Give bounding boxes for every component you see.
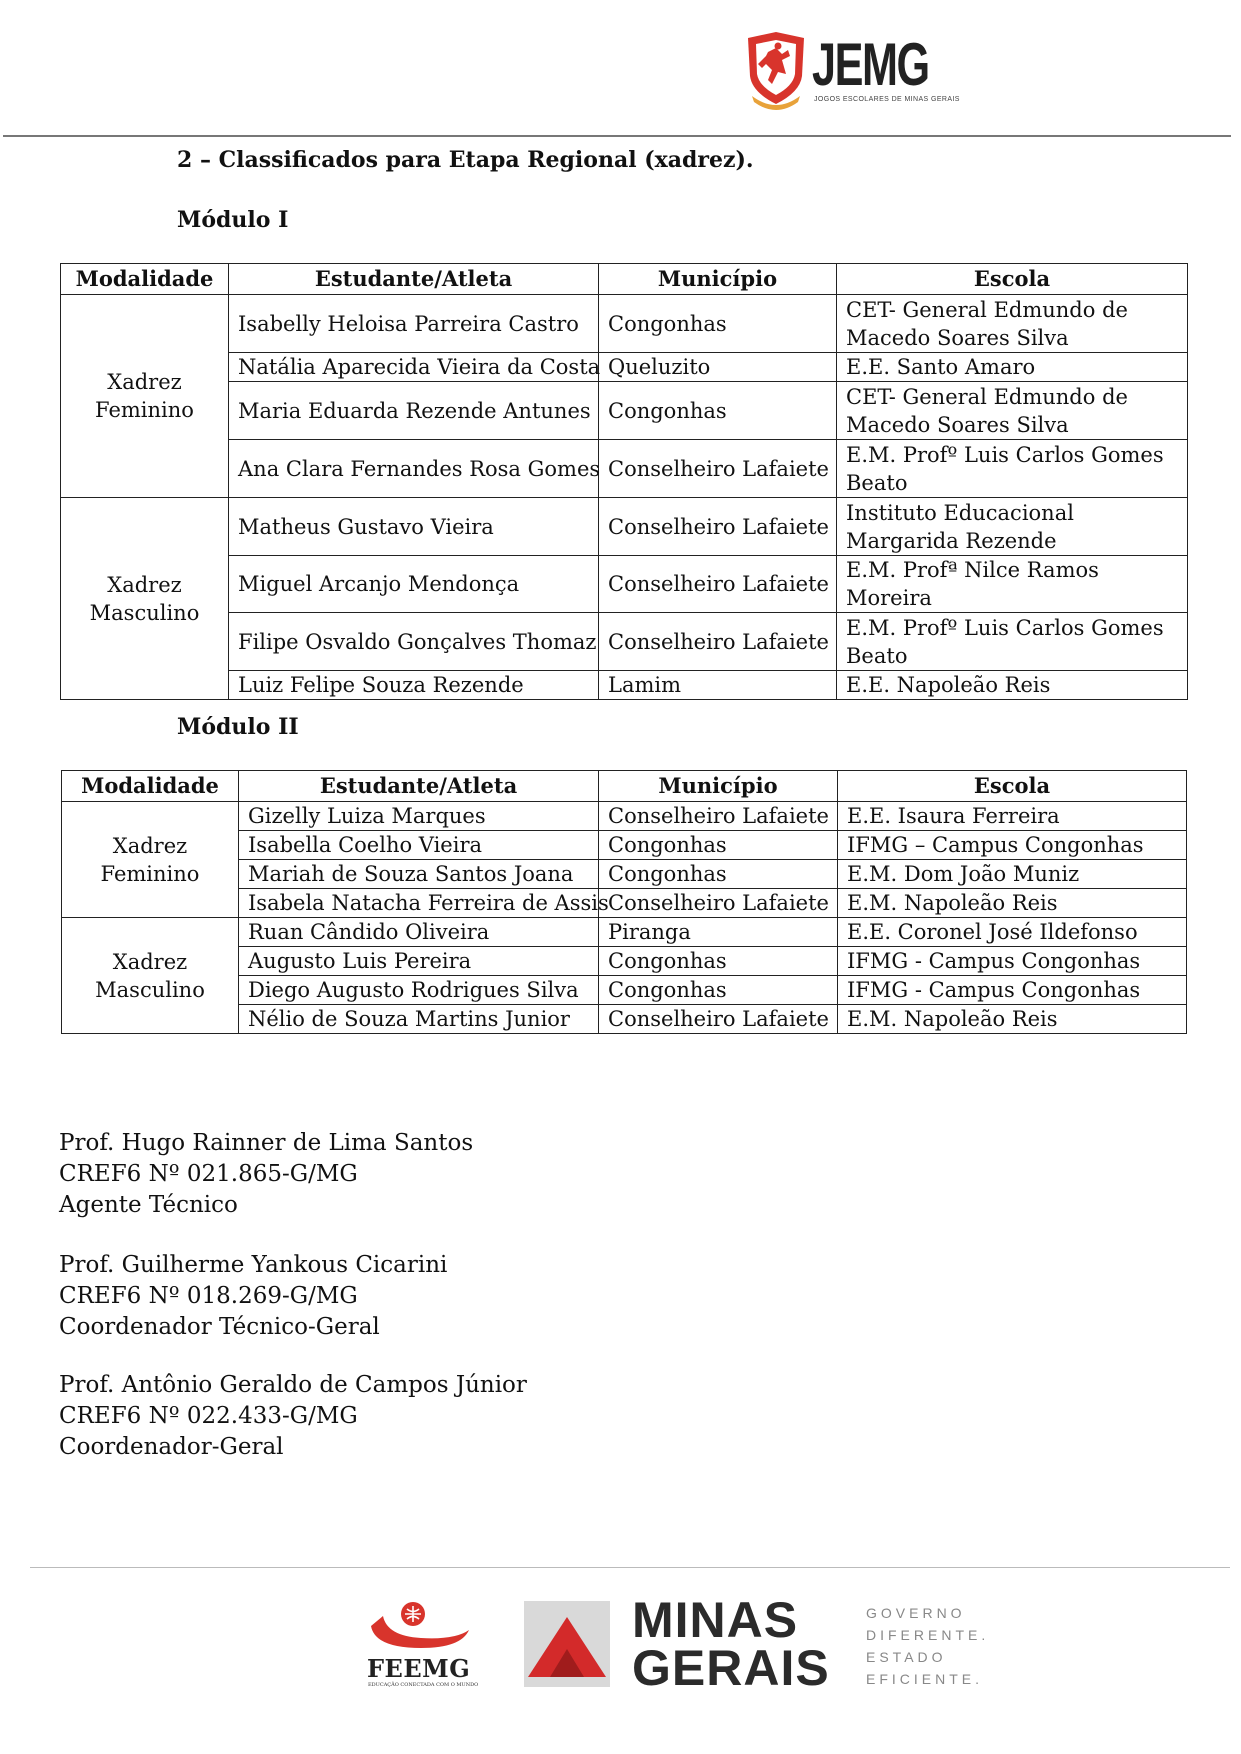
estudante-cell: Nélio de Souza Martins Junior: [239, 1005, 599, 1034]
escola-cell: IFMG - Campus Congonhas: [838, 976, 1187, 1005]
estudante-cell: Gizelly Luiza Marques: [239, 802, 599, 831]
column-header-modalidade: Modalidade: [62, 771, 239, 802]
signature-block: [59, 1128, 473, 1221]
municipio-cell: Conselheiro Lafaiete: [599, 440, 837, 498]
signature-name: Prof. Antônio Geraldo de Campos Júnior: [59, 1372, 527, 1398]
estudante-cell: Matheus Gustavo Vieira: [229, 498, 599, 556]
escola-cell: E.E. Napoleão Reis: [837, 671, 1188, 700]
feemg-tagline: EDUCAÇÃO CONECTADA COM O MUNDO: [368, 1682, 479, 1688]
mountain-icon: [524, 1601, 610, 1687]
signature-role: Coordenador Técnico-Geral: [59, 1314, 380, 1340]
header-rule: [3, 135, 1231, 137]
table-header-row: [61, 264, 1188, 295]
escola-cell: Instituto Educacional Margarida Rezende: [837, 498, 1188, 556]
estudante-cell: Isabela Natacha Ferreira de Assis: [239, 889, 599, 918]
column-header-escola: Escola: [837, 264, 1188, 295]
municipio-cell: Conselheiro Lafaiete: [599, 889, 838, 918]
table-row: [62, 802, 1187, 831]
estudante-cell: Augusto Luis Pereira: [239, 947, 599, 976]
modalidade-cell: Xadrez Masculino: [62, 918, 239, 1034]
table-row: [61, 613, 1188, 671]
table-row: [61, 353, 1188, 382]
slogan-line: GOVERNO: [866, 1605, 966, 1621]
estudante-cell: Maria Eduarda Rezende Antunes: [229, 382, 599, 440]
escola-cell: CET- General Edmundo de Macedo Soares Silva: [837, 382, 1188, 440]
footer-rule: [30, 1567, 1230, 1568]
jemg-emblem-icon: [742, 30, 810, 112]
jemg-logo-subtitle: JOGOS ESCOLARES DE MINAS GERAIS: [814, 96, 960, 103]
table-row: [62, 918, 1187, 947]
feemg-logo-text: FEEMG: [367, 1654, 471, 1683]
estudante-cell: Miguel Arcanjo Mendonça: [229, 556, 599, 613]
modalidade-cell: Xadrez Masculino: [61, 498, 229, 700]
signature-cref: CREF6 Nº 021.865-G/MG: [59, 1161, 358, 1187]
signature-block: [59, 1370, 527, 1463]
slogan-line: DIFERENTE.: [866, 1627, 990, 1643]
escola-cell: E.E. Santo Amaro: [837, 353, 1188, 382]
municipio-cell: Conselheiro Lafaiete: [599, 613, 837, 671]
minas-gerais-emblem: [524, 1601, 610, 1687]
estudante-cell: Isabella Coelho Vieira: [239, 831, 599, 860]
estudante-cell: Isabelly Heloisa Parreira Castro: [229, 295, 599, 353]
modulo1-title: Módulo I: [177, 207, 289, 233]
escola-cell: E.M. Profº Luis Carlos Gomes Beato: [837, 613, 1188, 671]
municipio-cell: Queluzito: [599, 353, 837, 382]
escola-cell: E.E. Coronel José Ildefonso: [838, 918, 1187, 947]
municipio-cell: Lamim: [599, 671, 837, 700]
estudante-cell: Natália Aparecida Vieira da Costa: [229, 353, 599, 382]
signature-role: Coordenador-Geral: [59, 1434, 284, 1460]
column-header-modalidade: Modalidade: [61, 264, 229, 295]
municipio-cell: Conselheiro Lafaiete: [599, 802, 838, 831]
modalidade-cell: Xadrez Feminino: [62, 802, 239, 918]
escola-cell: CET- General Edmundo de Macedo Soares Silva: [837, 295, 1188, 353]
municipio-cell: Congonhas: [599, 860, 838, 889]
modulo2-table: [61, 770, 1187, 1034]
feemg-logo: [365, 1598, 477, 1688]
municipio-cell: Congonhas: [599, 382, 837, 440]
signature-role: Agente Técnico: [59, 1192, 238, 1218]
slogan-line: ESTADO: [866, 1649, 947, 1665]
estudante-cell: Filipe Osvaldo Gonçalves Thomaz: [229, 613, 599, 671]
municipio-cell: Congonhas: [599, 976, 838, 1005]
column-header-municipio: Município: [599, 264, 837, 295]
table-row: [61, 295, 1188, 353]
section-title: 2 – Classificados para Etapa Regional (xadrez).: [177, 147, 754, 173]
municipio-cell: Conselheiro Lafaiete: [599, 498, 837, 556]
municipio-cell: Piranga: [599, 918, 838, 947]
estudante-cell: Ruan Cândido Oliveira: [239, 918, 599, 947]
minas-text: MINAS: [632, 1592, 799, 1648]
column-header-escola: Escola: [838, 771, 1187, 802]
modulo2-title: Módulo II: [177, 714, 299, 740]
municipio-cell: Congonhas: [599, 947, 838, 976]
escola-cell: E.M. Napoleão Reis: [838, 1005, 1187, 1034]
estudante-cell: Diego Augusto Rodrigues Silva: [239, 976, 599, 1005]
signature-block: [59, 1250, 447, 1343]
estudante-cell: Ana Clara Fernandes Rosa Gomes: [229, 440, 599, 498]
municipio-cell: Conselheiro Lafaiete: [599, 1005, 838, 1034]
municipio-cell: Congonhas: [599, 831, 838, 860]
table-row: [61, 440, 1188, 498]
gerais-text: GERAIS: [632, 1640, 830, 1696]
table-row: [61, 498, 1188, 556]
feemg-emblem-icon: [365, 1598, 477, 1654]
column-header-estudante: Estudante/Atleta: [229, 264, 599, 295]
escola-cell: E.M. Profª Nilce Ramos Moreira: [837, 556, 1188, 613]
estudante-cell: Luiz Felipe Souza Rezende: [229, 671, 599, 700]
table-row: [61, 382, 1188, 440]
column-header-municipio: Município: [599, 771, 838, 802]
signature-cref: CREF6 Nº 022.433-G/MG: [59, 1403, 358, 1429]
jemg-logo-text: JEMG: [812, 31, 929, 98]
table-header-row: [62, 771, 1187, 802]
column-header-estudante: Estudante/Atleta: [239, 771, 599, 802]
escola-cell: E.M. Profº Luis Carlos Gomes Beato: [837, 440, 1188, 498]
minas-gerais-wordmark: [632, 1592, 830, 1696]
slogan-line: EFICIENTE.: [866, 1671, 984, 1687]
table-row: [61, 556, 1188, 613]
government-slogan: [866, 1602, 989, 1690]
municipio-cell: Congonhas: [599, 295, 837, 353]
table-row: [61, 671, 1188, 700]
signature-name: Prof. Guilherme Yankous Cicarini: [59, 1252, 448, 1278]
escola-cell: IFMG - Campus Congonhas: [838, 947, 1187, 976]
estudante-cell: Mariah de Souza Santos Joana: [239, 860, 599, 889]
escola-cell: E.M. Dom João Muniz: [838, 860, 1187, 889]
modulo1-table: [60, 263, 1188, 700]
escola-cell: E.M. Napoleão Reis: [838, 889, 1187, 918]
escola-cell: IFMG – Campus Congonhas: [838, 831, 1187, 860]
jemg-logo: [742, 30, 960, 115]
municipio-cell: Conselheiro Lafaiete: [599, 556, 837, 613]
signature-name: Prof. Hugo Rainner de Lima Santos: [59, 1130, 474, 1156]
modalidade-cell: Xadrez Feminino: [61, 295, 229, 498]
signature-cref: CREF6 Nº 018.269-G/MG: [59, 1283, 358, 1309]
escola-cell: E.E. Isaura Ferreira: [838, 802, 1187, 831]
